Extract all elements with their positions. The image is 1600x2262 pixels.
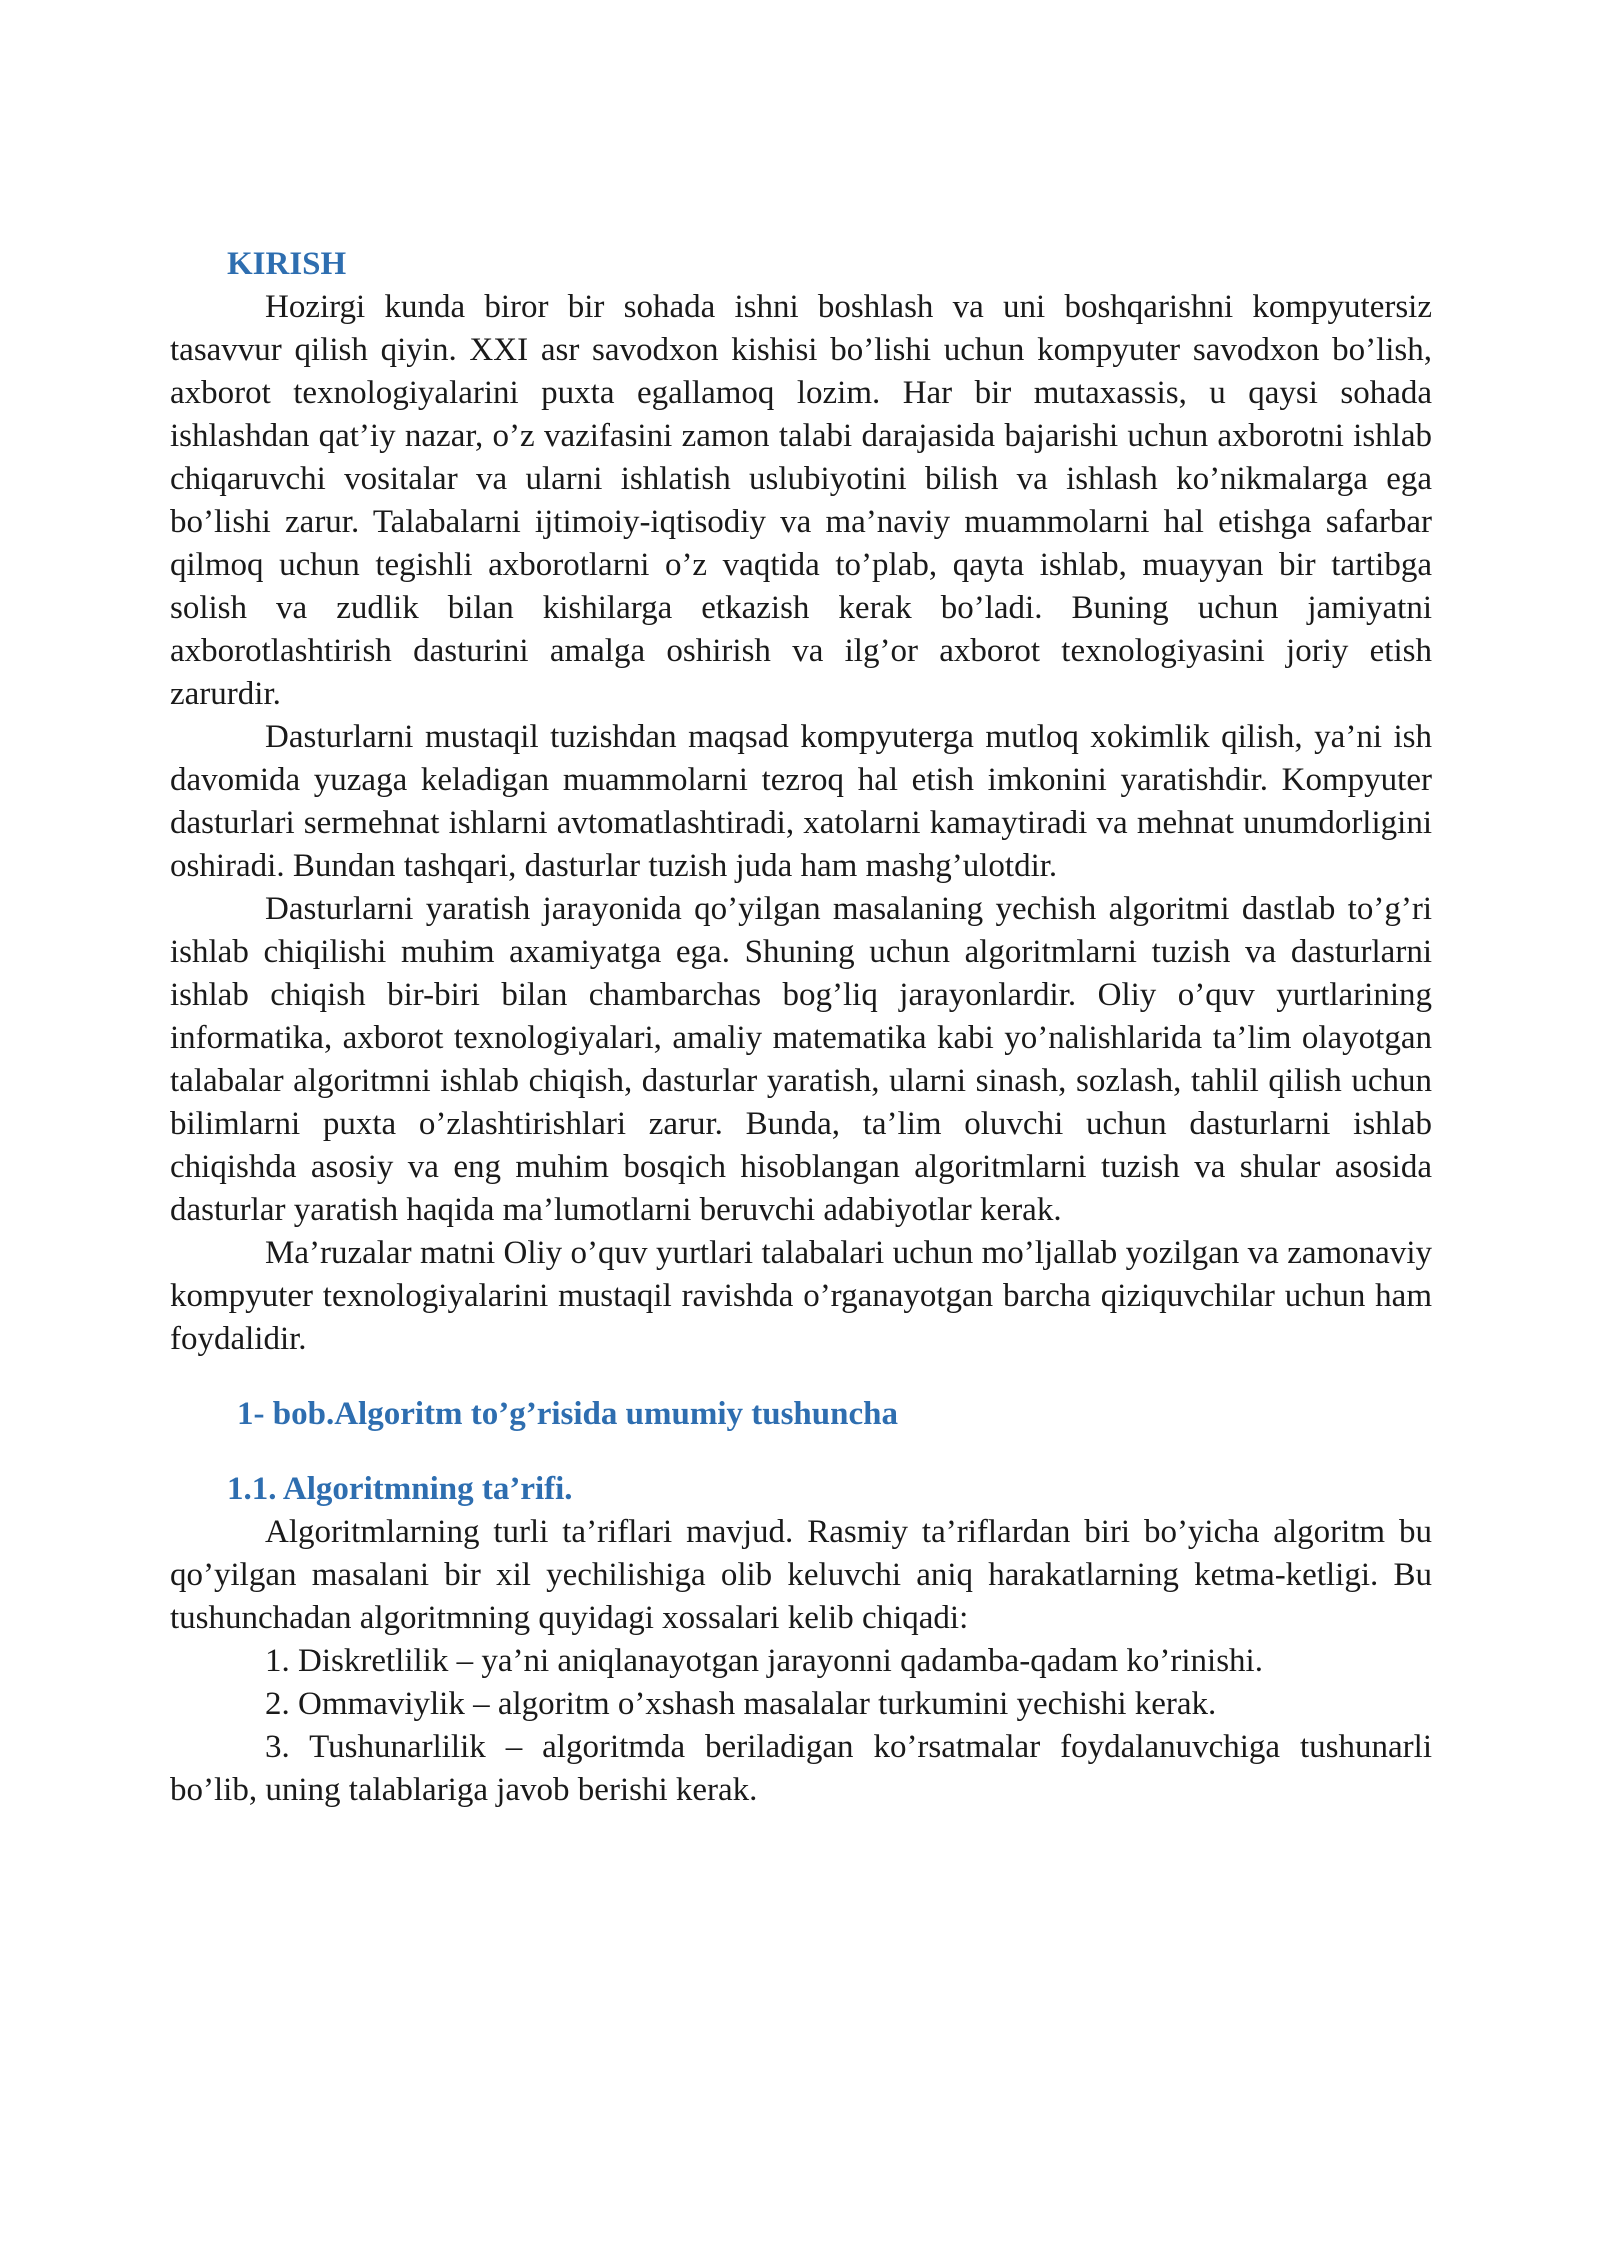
intro-heading: KIRISH: [227, 246, 347, 282]
document-page: [170, 243, 1432, 1812]
intro-paragraph: Dasturlarni mustaqil tuzishdan maqsad kompyuterga mutloq xokimlik qilish, ya’ni ish davomida yuzaga keladigan muammolarni tezroq hal etish imkonini yaratishdir. Kompyuter dasturlari sermehnat ishlarni avtomatlashtiradi, xatolarni kamaytiradi va mehnat unumdorligini oshiradi. Bundan tashqari, dasturlar tuzish juda ham mashg’ulotdir.: [170, 719, 1432, 884]
intro-paragraph: Ma’ruzalar matni Oliy o’quv yurtlari talabalari uchun mo’ljallab yozilgan va zamonaviy kompyuter texnologiyalarini mustaqil ravishda o’rganayotgan barcha qiziquvchilar uchun ham foydalidir.: [170, 1235, 1432, 1357]
chapter-heading: 1- bob.Algoritm to’g’risida umumiy tushuncha: [237, 1396, 898, 1432]
property-item: 1. Diskretlilik – ya’ni aniqlanayotgan jarayonni qadamba-qadam ko’rinishi.: [265, 1643, 1263, 1679]
property-item: 2. Ommaviylik – algoritm o’xshash masalalar turkumini yechishi kerak.: [265, 1686, 1217, 1722]
section-paragraph: Algoritmlarning turli ta’riflari mavjud. Rasmiy ta’riflardan biri bo’yicha algoritm bu qo’yilgan masalani bir xil yechilishiga olib keluvchi aniq harakatlarning ketma-ketligi. Bu tushunchadan algoritmning quyidagi xossalari kelib chiqadi:: [170, 1514, 1432, 1636]
section-heading: 1.1. Algoritmning ta’rifi.: [227, 1471, 573, 1507]
property-item: 3. Tushunarlilik – algoritmda beriladigan ko’rsatmalar foydalanuvchiga tushunarli bo’lib, uning talablariga javob berishi kerak.: [170, 1729, 1432, 1808]
intro-paragraph: Hozirgi kunda biror bir sohada ishni boshlash va uni boshqarishni kompyutersiz tasavvur qilish qiyin. XXI asr savodxon kishisi bo’lishi uchun kompyuter savodxon bo’lish, axborot texnologiyalarini puxta egallamoq lozim. Har bir mutaxassis, u qaysi sohada ishlashdan qat’iy nazar, o’z vazifasini zamon talabi darajasida bajarishi uchun axborotni ishlab chiqaruvchi vositalar va ularni ishlatish uslubiyotini bilish va ishlash ko’nikmalarga ega bo’lishi zarur. Talabalarni ijtimoiy-iqtisodiy va ma’naviy muammolarni hal etishga safarbar qilmoq uchun tegishli axborotlarni o’z vaqtida to’plab, qayta ishlab, muayyan bir tartibga solish va zudlik bilan kishilarga etkazish kerak bo’ladi. Buning uchun jamiyatni axborotlashtirish dasturini amalga oshirish va ilg’or axborot texnologiyasini joriy etish zarurdir.: [170, 289, 1432, 712]
intro-paragraph: Dasturlarni yaratish jarayonida qo’yilgan masalaning yechish algoritmi dastlab to’g’ri ishlab chiqilishi muhim axamiyatga ega. Shuning uchun algoritmlarni tuzish va dasturlarni ishlab chiqish bir-biri bilan chambarchas bog’liq jarayonlardir. Oliy o’quv yurtlarining informatika, axborot texnologiyalari, amaliy matematika kabi yo’nalishlarida ta’lim olayotgan talabalar algoritmni ishlab chiqish, dasturlar yaratish, ularni sinash, sozlash, tahlil qilish uchun bilimlarni puxta o’zlashtirishlari zarur. Bunda, ta’lim oluvchi uchun dasturlarni ishlab chiqishda asosiy va eng muhim bosqich hisoblangan algoritmlarni tuzish va shular asosida dasturlar yaratish haqida ma’lumotlarni beruvchi adabiyotlar kerak.: [170, 891, 1432, 1228]
